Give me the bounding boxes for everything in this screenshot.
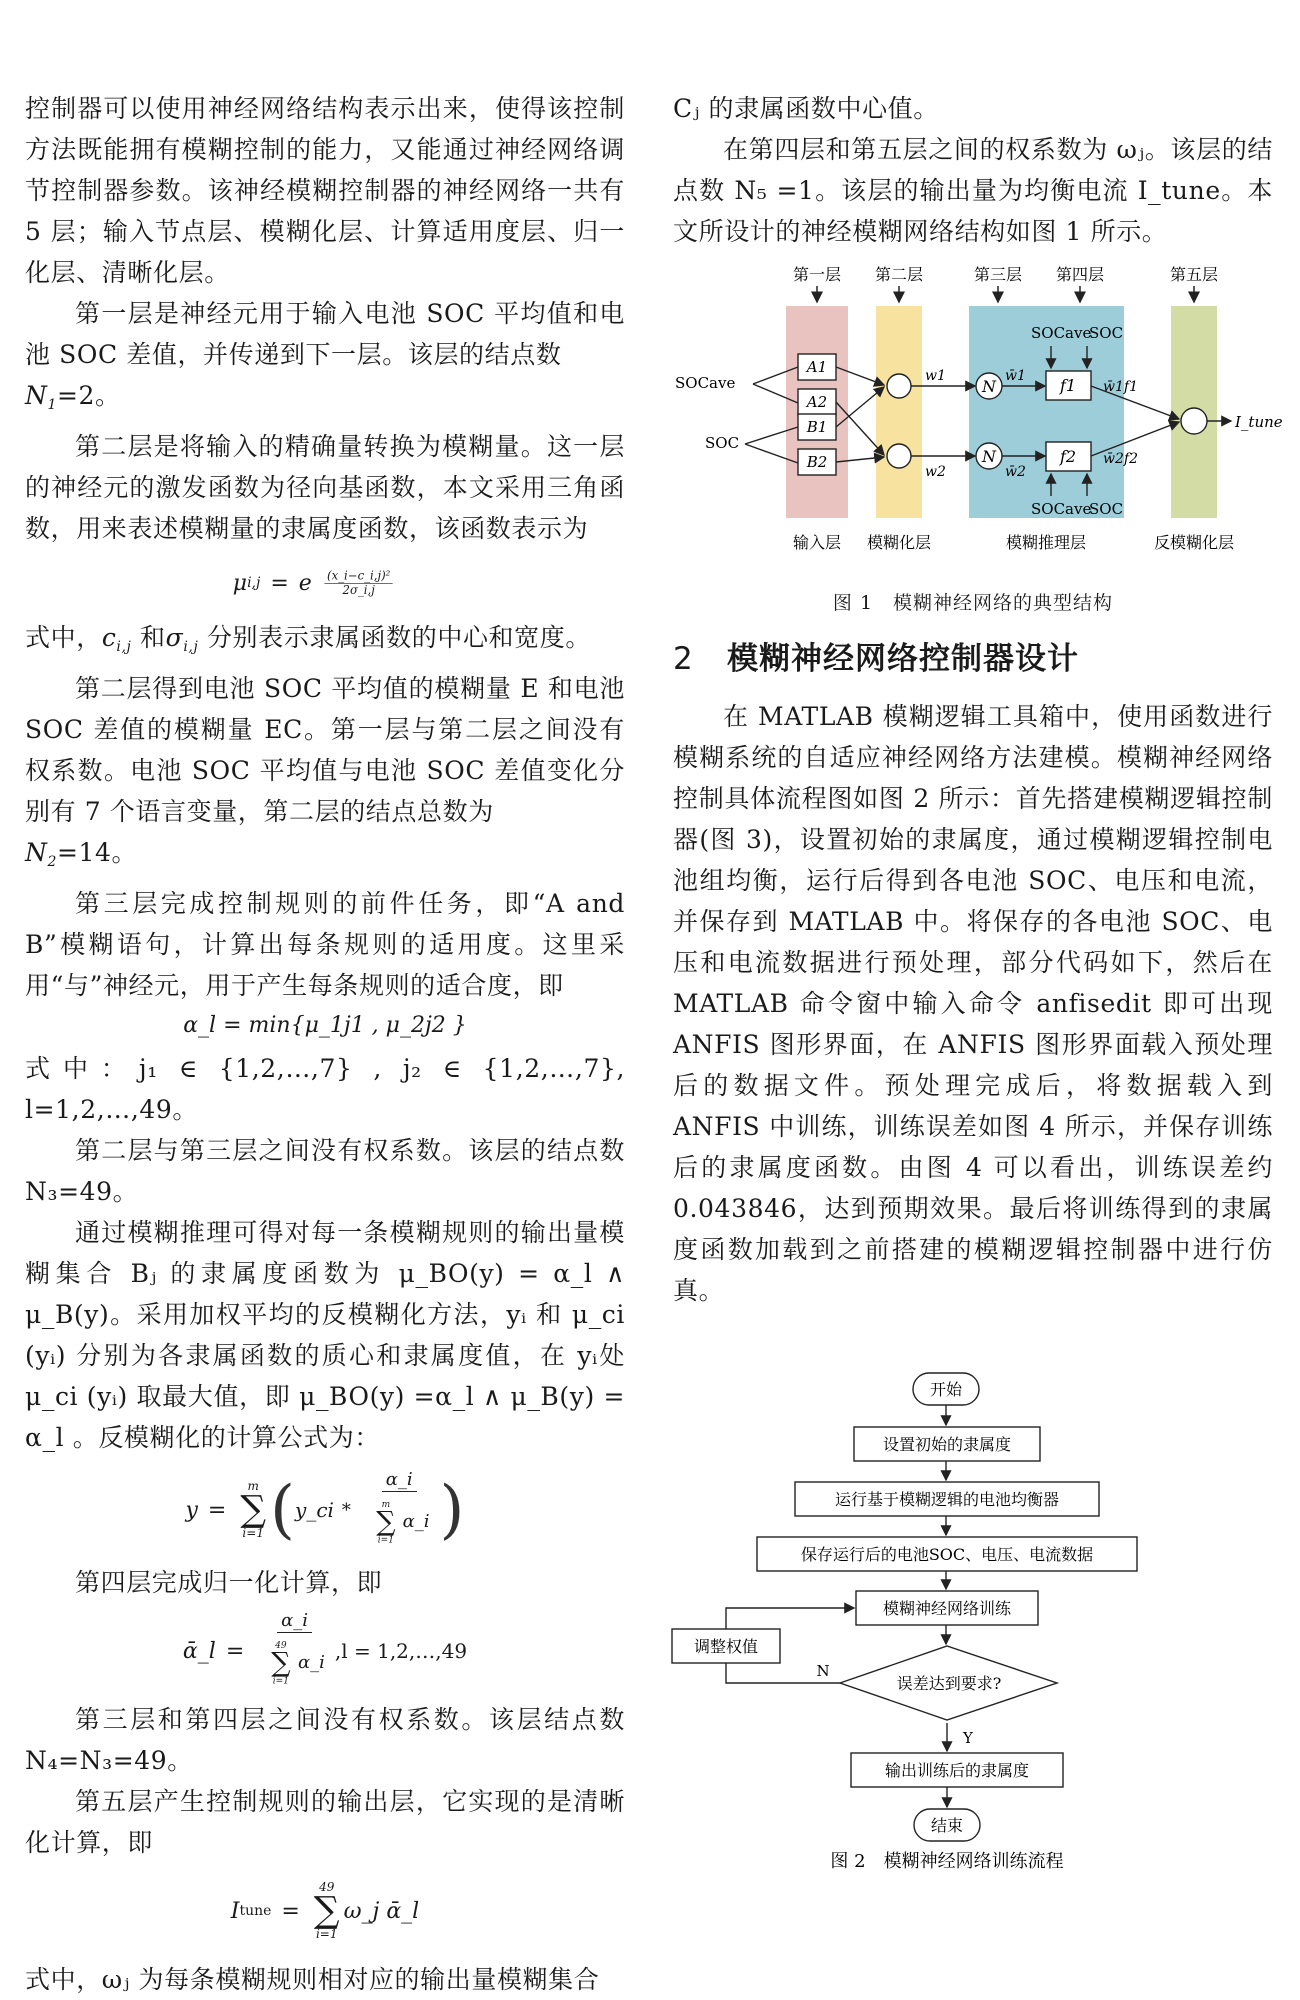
eq-fraction	[365, 1469, 434, 1552]
eq-sign: =	[270, 570, 289, 596]
eq-sign: =	[207, 1497, 227, 1523]
layer-label-top: 第三层	[973, 265, 1023, 284]
func-input-label: SOC	[1089, 324, 1124, 342]
exp-numerator: (x_i−c_i,j)²	[324, 568, 393, 583]
func-input-label: SOCave	[1031, 500, 1092, 518]
paragraph: 第二层与第三层之间没有权系数。该层的结点数 N₃=49。	[25, 1136, 625, 1206]
output-node	[1181, 408, 1207, 434]
eq-fraction	[260, 1610, 329, 1693]
sigma-icon: ∑	[240, 1489, 267, 1530]
paragraph	[25, 668, 625, 883]
math-var: N	[25, 381, 48, 410]
paragraph	[25, 617, 625, 668]
mf-node-label: B2	[806, 453, 828, 471]
sigma-icon: ∑	[376, 1505, 396, 1537]
paragraph: 第三层和第四层之间没有权系数。该层结点数 N₄=N₃=49。	[25, 1705, 625, 1775]
func-input-label: SOC	[1089, 500, 1124, 518]
figure-caption: 图 2 模糊神经网络训练流程	[830, 1851, 1064, 1872]
func-input-label: SOCave	[1031, 324, 1092, 342]
math-sub: i,j	[116, 639, 132, 655]
paragraph: 在第四层和第五层之间的权系数为 ωⱼ。该层的结点数 N₅ =1。该层的输出量为均衡电流 I_tune。本文所设计的神经模糊网络结构如图 1 所示。	[673, 135, 1273, 246]
sigma-icon: ∑	[313, 1890, 340, 1931]
rule-node	[887, 444, 911, 468]
layer-label-bottom: 模糊化层	[866, 533, 932, 552]
figure-caption: 图 1 模糊神经网络的典型结构	[832, 592, 1114, 614]
sum-upper: 49	[275, 1639, 287, 1650]
paragraph: 第四层完成归一化计算，即	[75, 1568, 383, 1597]
input-label: SOCave	[675, 374, 736, 392]
step-label: 运行基于模糊逻辑的电池均衡器	[834, 1490, 1060, 1509]
equation-normalize	[25, 1609, 625, 1693]
mf-node-label: B1	[806, 418, 828, 436]
paragraph: 第三层完成控制规则的前件任务，即“A and B”模糊语句，计算出每条规则的适用度。这里采用“与”神经元，用于产生每条规则的适合度，即	[25, 889, 625, 1000]
eq-lhs-sub: tune	[239, 1903, 272, 1919]
paragraph: Cⱼ 的隶属函数中心值。	[673, 94, 939, 123]
frac-denominator	[260, 1633, 329, 1693]
eq-lhs: y	[185, 1497, 198, 1523]
sum-upper: m	[381, 1498, 391, 1509]
sum-lower: i=1	[242, 1526, 264, 1540]
weight-label: w2	[925, 464, 946, 480]
paragraph: 式中，ωⱼ 为每条模糊规则相对应的输出量模糊集合	[25, 1965, 600, 1994]
mf-node-label: A1	[806, 358, 828, 376]
frac-numerator: α_i	[277, 1610, 312, 1633]
func-node-label: f2	[1059, 447, 1077, 466]
eq-times: *	[341, 1499, 351, 1521]
equation-membership	[25, 555, 625, 611]
text: 分别表示隶属函数的中心和宽度。	[198, 623, 591, 652]
text: 式中，	[25, 623, 102, 652]
rule-node	[887, 374, 911, 398]
step-label: 设置初始的隶属度	[882, 1435, 1012, 1454]
eq-exponent	[324, 568, 393, 597]
eq-sign: =	[225, 1638, 245, 1664]
eq-sign: =	[281, 1898, 300, 1924]
eq-lhs: ᾱ_l	[182, 1638, 216, 1664]
norm-weight-label: w̄2	[1005, 464, 1026, 480]
paragraph: 在 MATLAB 模糊逻辑工具箱中，使用函数进行模糊系统的自适应神经网络方法建模。模糊神经网络控制具体流程图如图 2 所示：首先搭建模糊逻辑控制器(图 3)，设置初始的隶属度，通过模糊逻辑控制电池组均衡，运行后得到各电池 SOC、电压和电流，并保存到 MATLAB 中。将保存的各电池 SOC、电压和电流数据进行预处理，部分代码如下，然后在 MATLAB 命令窗中输入命令 anfisedit 即可出现 ANFIS 图形界面，在 ANFIS 图形界面载入预处理后的数据文件。预处理完成后，将数据载入到 ANFIS 中训练，训练误差如图 4 所示，并保存训练后的隶属度函数。由图 4 可以看出，训练误差约 0.043846，达到预期效果。最后将训练得到的隶属度函数加载到之前搭建的模糊逻辑控制器中进行仿真。	[673, 702, 1273, 1305]
training-flowchart	[673, 1363, 1273, 1733]
no-label: N	[816, 1662, 830, 1680]
figure-2	[673, 1363, 1273, 1873]
eq-term: y_ci	[295, 1498, 334, 1522]
layer-arrows	[817, 286, 1194, 302]
product-label: w̄2f2	[1103, 451, 1138, 467]
equation-defuzzify	[25, 1464, 625, 1556]
right-column	[673, 88, 1283, 1873]
sum-operator	[240, 1480, 266, 1540]
start-label: 开始	[929, 1380, 963, 1399]
math-var: N	[25, 838, 48, 867]
frac-numerator: α_i	[382, 1469, 417, 1492]
yes-label: Y	[963, 1729, 973, 1747]
math-sub: 2	[47, 854, 57, 870]
math-var: σ	[165, 623, 184, 652]
den-term: α_i	[297, 1651, 325, 1673]
fuzzy-network-diagram	[673, 258, 1283, 578]
math-sub: 1	[47, 397, 57, 413]
section-number: 2	[673, 641, 694, 677]
sum-lower: i=1	[377, 1533, 394, 1544]
mf-node-label: A2	[806, 393, 828, 411]
text: 第二层得到电池 SOC 平均值的模糊量 E 和电池 SOC 差值的模糊量 EC。第一层与第二层之间没有权系数。电池 SOC 平均值与电池 SOC 差值变化分别有 7 个语言变量，第二层的结点总数为	[25, 674, 625, 826]
step-label: 保存运行后的电池SOC、电压、电流数据	[800, 1545, 1094, 1564]
end-label: 结束	[930, 1816, 964, 1835]
den-term: α_i	[402, 1510, 430, 1532]
section-title: 模糊神经网络控制器设计	[727, 641, 1079, 677]
output-label: I_tune	[1235, 413, 1283, 431]
left-column	[25, 88, 625, 2000]
exp-denominator: 2σ_i,j	[342, 583, 375, 597]
fuzzify-layer-band	[876, 306, 922, 518]
step-label: 输出训练后的隶属度	[884, 1761, 1030, 1780]
eq-lhs-sub: i,j	[247, 575, 261, 591]
layer-label-top: 第四层	[1055, 265, 1105, 284]
product-label: w̄1f1	[1103, 379, 1138, 395]
paragraph	[25, 293, 625, 426]
text: =2。	[57, 381, 121, 410]
math-var: c	[101, 623, 117, 652]
section-heading	[673, 633, 1273, 678]
eq-lhs: μ	[232, 570, 248, 596]
weight-label: w1	[925, 368, 946, 384]
paren-close: )	[439, 1473, 465, 1547]
decision-label: 误差达到要求?	[896, 1674, 1002, 1693]
paragraph: 通过模糊推理可得对每一条模糊规则的输出量模糊集合 Bⱼ 的隶属度函数为 μ_BO(y) = α_l ∧ μ_B(y)。采用加权平均的反模糊化方法，yᵢ 和 μ_ci (yᵢ) 分别为各隶属函数的质心和隶属度值，在 yᵢ处 μ_ci (yᵢ) 取最大值，即 μ_BO(y) =α_l ∧ μ_B(y) = α_l 。反模糊化的计算公式为：	[25, 1218, 625, 1452]
sum-upper: m	[247, 1479, 259, 1493]
sigma-icon: ∑	[271, 1646, 291, 1678]
eq-lhs: I	[230, 1898, 240, 1924]
sum-operator	[271, 1640, 290, 1685]
func-node-label: f1	[1059, 376, 1077, 395]
eq-base: e	[298, 570, 312, 596]
adjust-label: 调整权值	[693, 1637, 759, 1656]
layer-label-bottom: 输入层	[792, 533, 842, 552]
paragraph: 第五层产生控制规则的输出层，它实现的是清晰化计算，即	[25, 1787, 625, 1857]
layer-label-top: 第二层	[874, 265, 924, 284]
text: 和	[131, 623, 166, 652]
layer-label-bottom: 反模糊化层	[1153, 533, 1235, 552]
text: =14。	[57, 838, 138, 867]
math-sub: i,j	[183, 639, 199, 655]
paragraph: 控制器可以使用神经网络结构表示出来，使得该控制方法既能拥有模糊控制的能力，又能通过神经网络调节控制器参数。该神经模糊控制器的神经网络一共有 5 层；输入节点层、模糊化层、计算适用度层、归一化层、清晰化层。	[25, 94, 625, 287]
step-label: 模糊神经网络训练	[882, 1599, 1012, 1618]
sum-lower: i=1	[273, 1674, 290, 1685]
frac-denominator	[365, 1492, 434, 1552]
paragraph: 第二层是将输入的精确量转换为模糊量。这一层的神经元的激发函数为径向基函数，本文采用三角函数，用来表述模糊量的隶属度函数，该函数表示为	[25, 432, 625, 543]
training-flowchart-lower	[673, 1723, 1273, 1873]
eq-tail: ,l = 1,2,…,49	[334, 1639, 468, 1663]
input-label: SOC	[705, 434, 740, 452]
sum-lower: i=1	[315, 1927, 338, 1941]
figure-1	[673, 258, 1283, 615]
layer-label-bottom: 模糊推理层	[1005, 533, 1087, 552]
layer-label-top: 第一层	[792, 265, 842, 284]
norm-weight-label: w̄1	[1005, 368, 1026, 384]
text: 第一层是神经元用于输入电池 SOC 平均值和电池 SOC 差值，并传递到下一层。该层的结点数	[25, 299, 625, 369]
sum-upper: 49	[319, 1880, 335, 1894]
paragraph: 式中：j₁ ∈ {1,2,…,7} , j₂ ∈ {1,2,…,7}, l=1,2,…,49。	[25, 1054, 625, 1124]
sum-operator	[314, 1881, 340, 1941]
paren-open: (	[270, 1473, 296, 1547]
sum-operator	[376, 1499, 395, 1544]
norm-node-label: N	[982, 377, 996, 396]
layer-label-top: 第五层	[1169, 265, 1219, 284]
norm-node-label: N	[982, 447, 996, 466]
equation-output	[25, 1869, 625, 1953]
eq-term: ω_j ᾱ_l	[343, 1898, 420, 1924]
equation-min: α_l = min{μ_1j1 , μ_2j2 }	[183, 1013, 467, 1038]
